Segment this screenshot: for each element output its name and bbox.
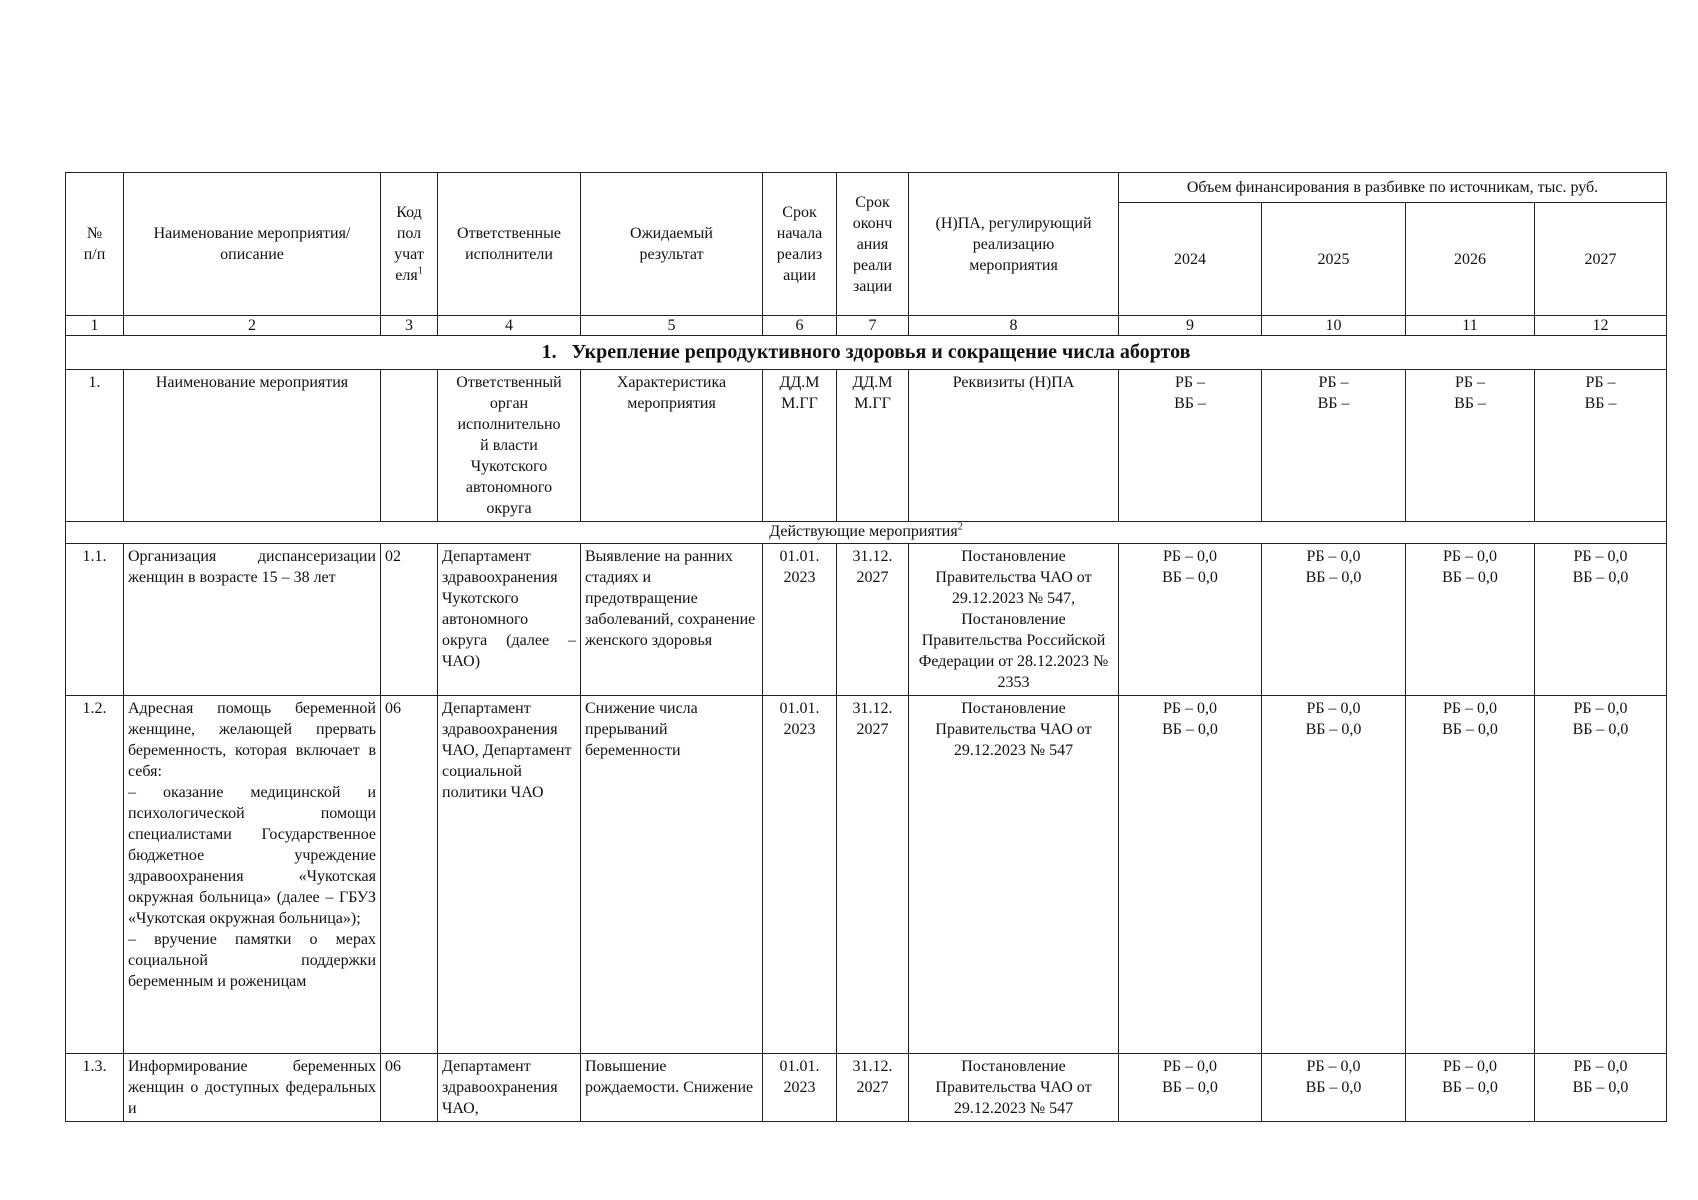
table-row <box>66 1054 1667 1122</box>
cell-code: 06 <box>381 696 438 1054</box>
cell-funding: РБ – 0,0 ВБ – 0,0 <box>1119 544 1262 696</box>
cell-code <box>381 370 438 522</box>
column-number: 11 <box>1406 316 1535 336</box>
cell-code: 02 <box>381 544 438 696</box>
activities-table <box>65 172 1667 1122</box>
header-year: 2026 <box>1406 203 1535 316</box>
cell-funding: РБ – 0,0 ВБ – 0,0 <box>1119 1054 1262 1122</box>
cell-executor: Департамент здравоохранения Чукотского автономного округа (далее – ЧАО) <box>438 544 581 696</box>
header-npa: (Н)ПА, регулирующий реализацию мероприятия <box>909 173 1119 316</box>
section-title: 1. Укрепление репродуктивного здоровья и сокращение числа абортов <box>66 336 1667 370</box>
cell-executor: Ответственный орган исполнительно й власти Чукотского автономного округа <box>438 370 581 522</box>
section-row <box>66 336 1667 370</box>
cell-funding: РБ – ВБ – <box>1406 370 1535 522</box>
cell-funding: РБ – 0,0 ВБ – 0,0 <box>1406 544 1535 696</box>
cell-num: 1.1. <box>66 544 124 696</box>
cell-funding: РБ – ВБ – <box>1535 370 1667 522</box>
cell-start: 01.01. 2023 <box>763 696 837 1054</box>
column-number: 8 <box>909 316 1119 336</box>
cell-result: Характеристика мероприятия <box>581 370 763 522</box>
header-end: Срок оконч ания реали зации <box>837 173 909 316</box>
cell-npa: Постановление Правительства ЧАО от 29.12.2023 № 547 <box>909 696 1119 1054</box>
cell-funding: РБ – ВБ – <box>1262 370 1406 522</box>
header-row-1 <box>66 173 1667 203</box>
cell-end: 31.12. 2027 <box>837 696 909 1054</box>
cell-funding: РБ – 0,0 ВБ – 0,0 <box>1535 1054 1667 1122</box>
header-year: 2025 <box>1262 203 1406 316</box>
cell-funding: РБ – 0,0 ВБ – 0,0 <box>1535 696 1667 1054</box>
cell-num: 1.3. <box>66 1054 124 1122</box>
cell-funding: РБ – 0,0 ВБ – 0,0 <box>1406 1054 1535 1122</box>
header-year: 2024 <box>1119 203 1262 316</box>
cell-funding: РБ – 0,0 ВБ – 0,0 <box>1119 696 1262 1054</box>
header-name: Наименование мероприятия/ описание <box>124 173 381 316</box>
cell-name: Наименование мероприятия <box>124 370 381 522</box>
column-number: 5 <box>581 316 763 336</box>
column-number: 7 <box>837 316 909 336</box>
footnote-1-marker: 1 <box>417 265 423 277</box>
table-row <box>66 544 1667 696</box>
cell-executor: Департамент здравоохранения ЧАО, <box>438 1054 581 1122</box>
cell-start: ДД.М М.ГГ <box>763 370 837 522</box>
cell-num: 1. <box>66 370 124 522</box>
cell-npa: Постановление Правительства ЧАО от 29.12.2023 № 547, Постановление Правительства Российской Федерации от 28.12.2023 № 2353 <box>909 544 1119 696</box>
cell-funding: РБ – 0,0 ВБ – 0,0 <box>1262 696 1406 1054</box>
column-number: 6 <box>763 316 837 336</box>
cell-start: 01.01. 2023 <box>763 544 837 696</box>
cell-code: 06 <box>381 1054 438 1122</box>
column-number: 9 <box>1119 316 1262 336</box>
column-number: 2 <box>124 316 381 336</box>
header-num: № п/п <box>66 173 124 316</box>
cell-npa: Постановление Правительства ЧАО от 29.12.2023 № 547 <box>909 1054 1119 1122</box>
table-row <box>66 696 1667 1054</box>
subsection-title: Действующие мероприятия$^2$ <box>66 522 1667 544</box>
column-number: 4 <box>438 316 581 336</box>
header-year: 2027 <box>1535 203 1667 316</box>
column-numbers-row <box>66 316 1667 336</box>
cell-funding: РБ – 0,0 ВБ – 0,0 <box>1535 544 1667 696</box>
column-number: 10 <box>1262 316 1406 336</box>
cell-result: Выявление на ранних стадиях и предотвращение заболеваний, сохранение женского здоровья <box>581 544 763 696</box>
header-funding: Объем финансирования в разбивке по источникам, тыс. руб. <box>1119 173 1667 203</box>
cell-end: ДД.М М.ГГ <box>837 370 909 522</box>
header-start: Срок начала реализ ации <box>763 173 837 316</box>
template-row <box>66 370 1667 522</box>
header-result: Ожидаемый результат <box>581 173 763 316</box>
column-number: 12 <box>1535 316 1667 336</box>
column-number: 1 <box>66 316 124 336</box>
cell-name: Информирование беременных женщин о доступных федеральных и <box>124 1054 381 1122</box>
cell-start: 01.01. 2023 <box>763 1054 837 1122</box>
cell-end: 31.12. 2027 <box>837 544 909 696</box>
header-executors: Ответственные исполнители <box>438 173 581 316</box>
cell-result: Повышение рождаемости. Снижение <box>581 1054 763 1122</box>
cell-name: Адресная помощь беременной женщине, желающей прервать беременность, которая включает в себя: – оказание медицинской и психологической помощи специалистами Государственное бюджетное учреждение здравоохранения «Чукотская окружная больница» (далее – ГБУЗ «Чукотская окружная больница»); – вручение памятки о мерах социальной поддержки беременным и роженицам <box>124 696 381 1054</box>
column-number: 3 <box>381 316 438 336</box>
header-code: Код пол учат еля$^1$ <box>381 173 438 316</box>
cell-funding: РБ – ВБ – <box>1119 370 1262 522</box>
cell-funding: РБ – 0,0 ВБ – 0,0 <box>1262 544 1406 696</box>
cell-end: 31.12. 2027 <box>837 1054 909 1122</box>
cell-funding: РБ – 0,0 ВБ – 0,0 <box>1406 696 1535 1054</box>
cell-funding: РБ – 0,0 ВБ – 0,0 <box>1262 1054 1406 1122</box>
cell-num: 1.2. <box>66 696 124 1054</box>
subsection-row <box>66 522 1667 544</box>
cell-executor: Департамент здравоохранения ЧАО, Департамент социальной политики ЧАО <box>438 696 581 1054</box>
cell-npa: Реквизиты (Н)ПА <box>909 370 1119 522</box>
cell-result: Снижение числа прерываний беременности <box>581 696 763 1054</box>
cell-name: Организация диспансеризации женщин в возрасте 15 – 38 лет <box>124 544 381 696</box>
footnote-2-marker: 2 <box>957 521 963 533</box>
